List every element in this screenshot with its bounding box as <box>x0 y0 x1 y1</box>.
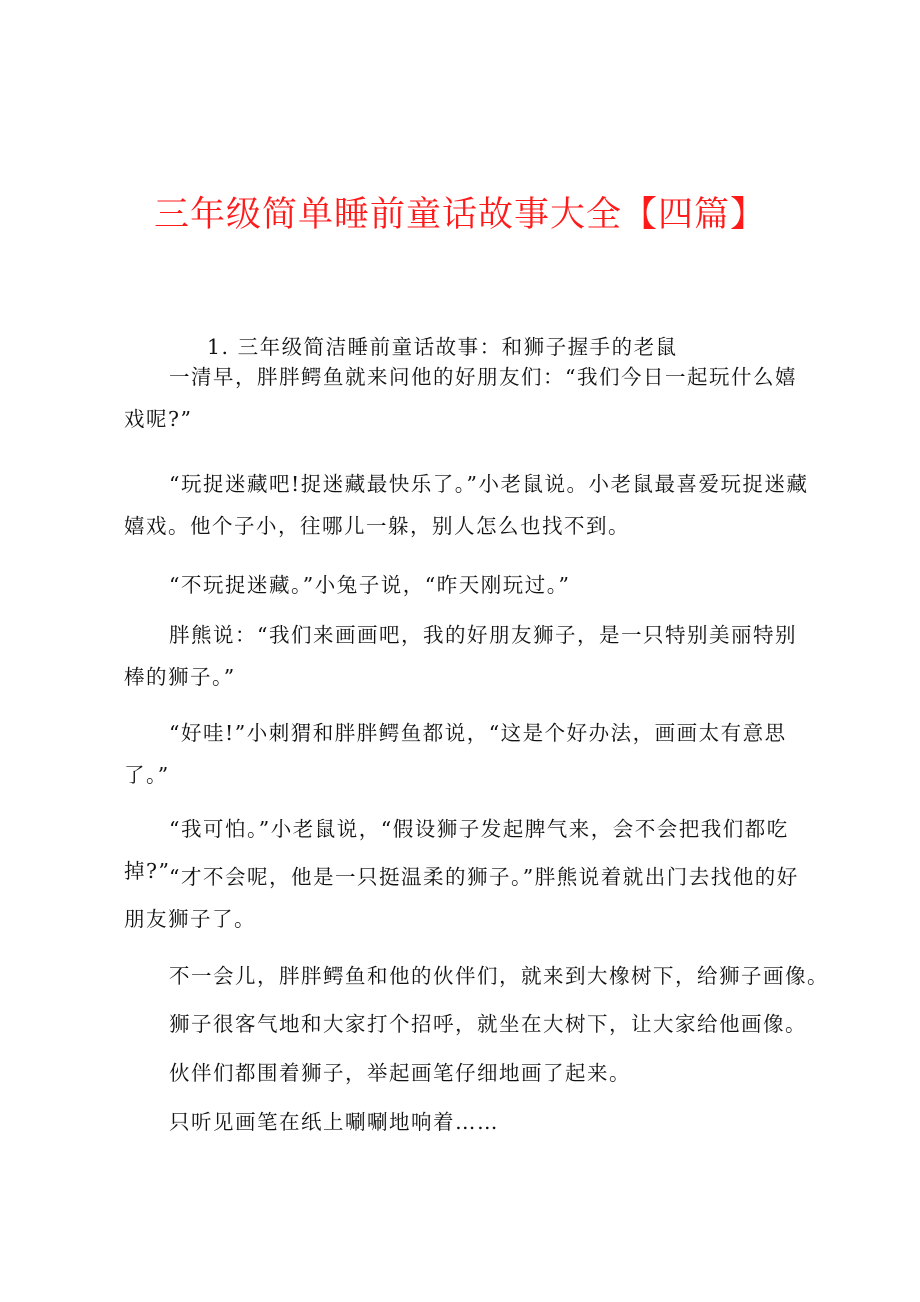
paragraph-11: 只听见画笔在纸上唰唰地响着…… <box>169 1110 499 1134</box>
section-heading: 1. 三年级简洁睡前童话故事：和狮子握手的老鼠 <box>207 335 678 359</box>
paragraph-3: “不玩捉迷藏。”小兔子说，“昨天刚玩过。” <box>169 573 571 597</box>
paragraph-7: “才不会呢，他是一只挺温柔的狮子。”胖熊说着就出门去找他的好朋友狮子了。 <box>124 865 799 931</box>
paragraph-8: 不一会儿，胖胖鳄鱼和他的伙伴们，就来到大橡树下，给狮子画像。 <box>169 964 829 988</box>
paragraph-6: “我可怕。”小老鼠说，“假设狮子发起脾气来，会不会把我们都吃掉?” <box>124 817 789 883</box>
paragraph-4: 胖熊说：“我们来画画吧，我的好朋友狮子，是一只特别美丽特别棒的狮子。” <box>124 623 797 689</box>
paragraph-10: 伙伴们都围着狮子，举起画笔仔细地画了起来。 <box>169 1061 631 1085</box>
paragraph-5: “好哇!”小刺猬和胖胖鳄鱼都说，“这是个好办法，画画太有意思了。” <box>124 721 787 787</box>
paragraph-1: 一清早，胖胖鳄鱼就来问他的好朋友们：“我们今日一起玩什么嬉戏呢?” <box>124 365 797 431</box>
paragraph-2: “玩捉迷藏吧!捉迷藏最快乐了。”小老鼠说。小老鼠最喜爱玩捉迷藏嬉戏。他个子小，往哪儿一躲，别人怎么也找不到。 <box>124 472 809 538</box>
page-title: 三年级简单睡前童话故事大全【四篇】 <box>153 195 766 235</box>
paragraph-9: 狮子很客气地和大家打个招呼，就坐在大树下，让大家给他画像。 <box>169 1012 807 1036</box>
